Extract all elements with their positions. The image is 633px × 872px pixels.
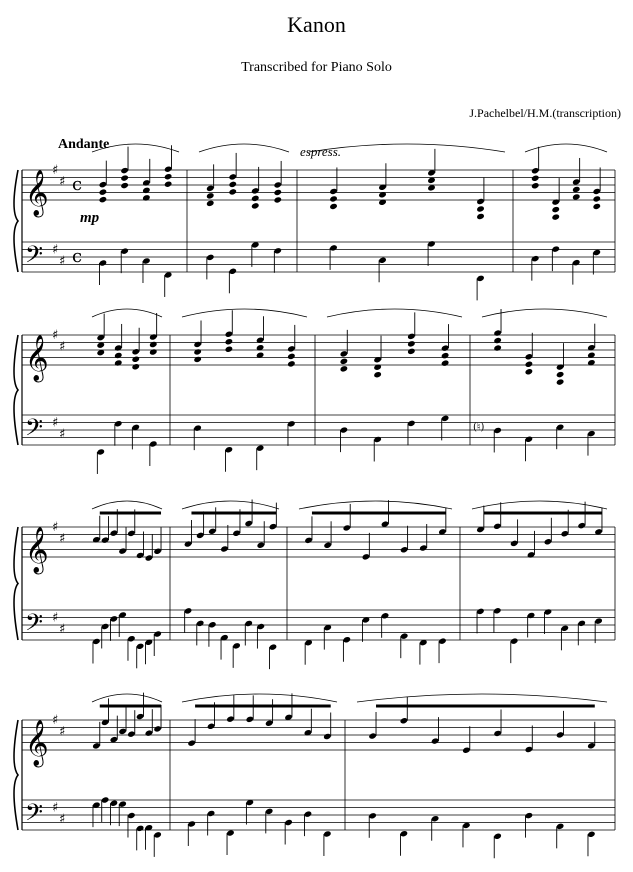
note-head bbox=[206, 200, 215, 207]
slur bbox=[92, 309, 162, 317]
dynamic-marking: mp bbox=[80, 210, 100, 226]
note-head bbox=[131, 363, 140, 370]
sharp-sign: ♯ bbox=[52, 800, 59, 816]
note-head bbox=[149, 341, 158, 348]
bass-clef: 𝄢 bbox=[25, 413, 44, 447]
note-head bbox=[99, 188, 108, 195]
note-head bbox=[572, 193, 581, 200]
slur bbox=[357, 694, 607, 702]
note-head bbox=[525, 368, 534, 375]
note-head bbox=[329, 195, 338, 202]
note-head bbox=[476, 213, 485, 220]
composer-credit: J.Pachelbel/H.M.(transcription) bbox=[469, 106, 621, 120]
slur bbox=[92, 694, 162, 702]
note-head bbox=[329, 203, 338, 210]
note-head bbox=[193, 348, 202, 355]
note-head bbox=[340, 365, 349, 372]
note-head bbox=[228, 181, 237, 188]
note-head bbox=[273, 196, 282, 203]
note-head bbox=[572, 186, 581, 193]
note-head bbox=[225, 346, 234, 353]
slur bbox=[182, 309, 307, 317]
note-head bbox=[114, 352, 123, 359]
score-subtitle: Transcribed for Piano Solo bbox=[241, 60, 392, 75]
slur bbox=[182, 694, 337, 702]
sharp-sign: ♯ bbox=[59, 531, 66, 547]
bass-clef: 𝄢 bbox=[25, 798, 44, 832]
note-head bbox=[556, 378, 565, 385]
score-marks bbox=[25, 163, 484, 832]
note-head bbox=[225, 338, 234, 345]
slur bbox=[92, 501, 162, 509]
staff-brace bbox=[14, 720, 18, 830]
note-head bbox=[551, 213, 560, 220]
note-head bbox=[120, 174, 129, 181]
staff-systems bbox=[14, 170, 615, 830]
note-head bbox=[120, 182, 129, 189]
note-head bbox=[251, 202, 260, 209]
sharp-sign: ♯ bbox=[59, 621, 66, 637]
sharp-sign: ♯ bbox=[52, 163, 59, 178]
note-head bbox=[251, 195, 260, 202]
bass-clef: 𝄢 bbox=[25, 608, 44, 642]
staff-brace bbox=[14, 527, 18, 640]
note-head bbox=[228, 188, 237, 195]
sharp-sign: ♯ bbox=[52, 610, 59, 626]
note-head bbox=[164, 181, 173, 188]
note-head bbox=[340, 358, 349, 365]
sharp-sign: ♯ bbox=[59, 426, 66, 442]
slur bbox=[182, 501, 279, 509]
note-head bbox=[441, 359, 450, 366]
note-head bbox=[592, 203, 601, 210]
note-head bbox=[273, 189, 282, 196]
note-head bbox=[131, 356, 140, 363]
ornament-mark: (♮) bbox=[473, 422, 485, 433]
note-head bbox=[407, 340, 416, 347]
score-title: Kanon bbox=[287, 12, 346, 37]
sharp-sign: ♯ bbox=[52, 713, 59, 728]
slur bbox=[525, 144, 607, 152]
sharp-sign: ♯ bbox=[59, 339, 66, 355]
note-head bbox=[493, 344, 502, 351]
sharp-sign: ♯ bbox=[59, 174, 66, 190]
staff-brace bbox=[14, 170, 18, 272]
note-heads bbox=[92, 144, 607, 858]
note-head bbox=[142, 194, 151, 201]
time-signature: c bbox=[72, 174, 83, 195]
treble-clef: 𝄞 bbox=[25, 720, 49, 766]
note-head bbox=[149, 348, 158, 355]
treble-clef: 𝄞 bbox=[25, 527, 49, 573]
note-head bbox=[531, 182, 540, 189]
treble-clef: 𝄞 bbox=[25, 335, 49, 381]
note-head bbox=[142, 187, 151, 194]
note-head bbox=[193, 356, 202, 363]
sharp-sign: ♯ bbox=[52, 520, 59, 535]
note-head bbox=[441, 352, 450, 359]
slur bbox=[472, 501, 607, 509]
note-head bbox=[164, 173, 173, 180]
sharp-sign: ♯ bbox=[52, 328, 59, 343]
note-head bbox=[373, 371, 382, 378]
tempo-marking: Andante bbox=[58, 137, 110, 152]
slur bbox=[199, 144, 289, 152]
sharp-sign: ♯ bbox=[59, 811, 66, 827]
slur bbox=[309, 144, 505, 152]
sharp-sign: ♯ bbox=[52, 242, 59, 258]
note-head bbox=[287, 353, 296, 360]
sharp-sign: ♯ bbox=[59, 724, 66, 740]
expression-marking: espress. bbox=[300, 144, 342, 159]
note-head bbox=[287, 360, 296, 367]
note-head bbox=[493, 337, 502, 344]
sharp-sign: ♯ bbox=[52, 415, 59, 431]
treble-clef: 𝄞 bbox=[25, 170, 49, 216]
note-head bbox=[525, 361, 534, 368]
slur bbox=[92, 144, 179, 152]
note-head bbox=[531, 175, 540, 182]
note-head bbox=[476, 205, 485, 212]
note-head bbox=[407, 348, 416, 355]
note-head bbox=[114, 359, 123, 366]
bass-clef: 𝄢 bbox=[25, 240, 44, 274]
note-head bbox=[592, 195, 601, 202]
note-head bbox=[556, 371, 565, 378]
time-signature: c bbox=[72, 246, 83, 267]
slur bbox=[327, 309, 462, 317]
note-head bbox=[551, 206, 560, 213]
staff-brace bbox=[14, 335, 18, 445]
slur bbox=[299, 501, 452, 509]
sharp-sign: ♯ bbox=[59, 253, 66, 269]
note-head bbox=[99, 196, 108, 203]
note-head bbox=[206, 192, 215, 199]
